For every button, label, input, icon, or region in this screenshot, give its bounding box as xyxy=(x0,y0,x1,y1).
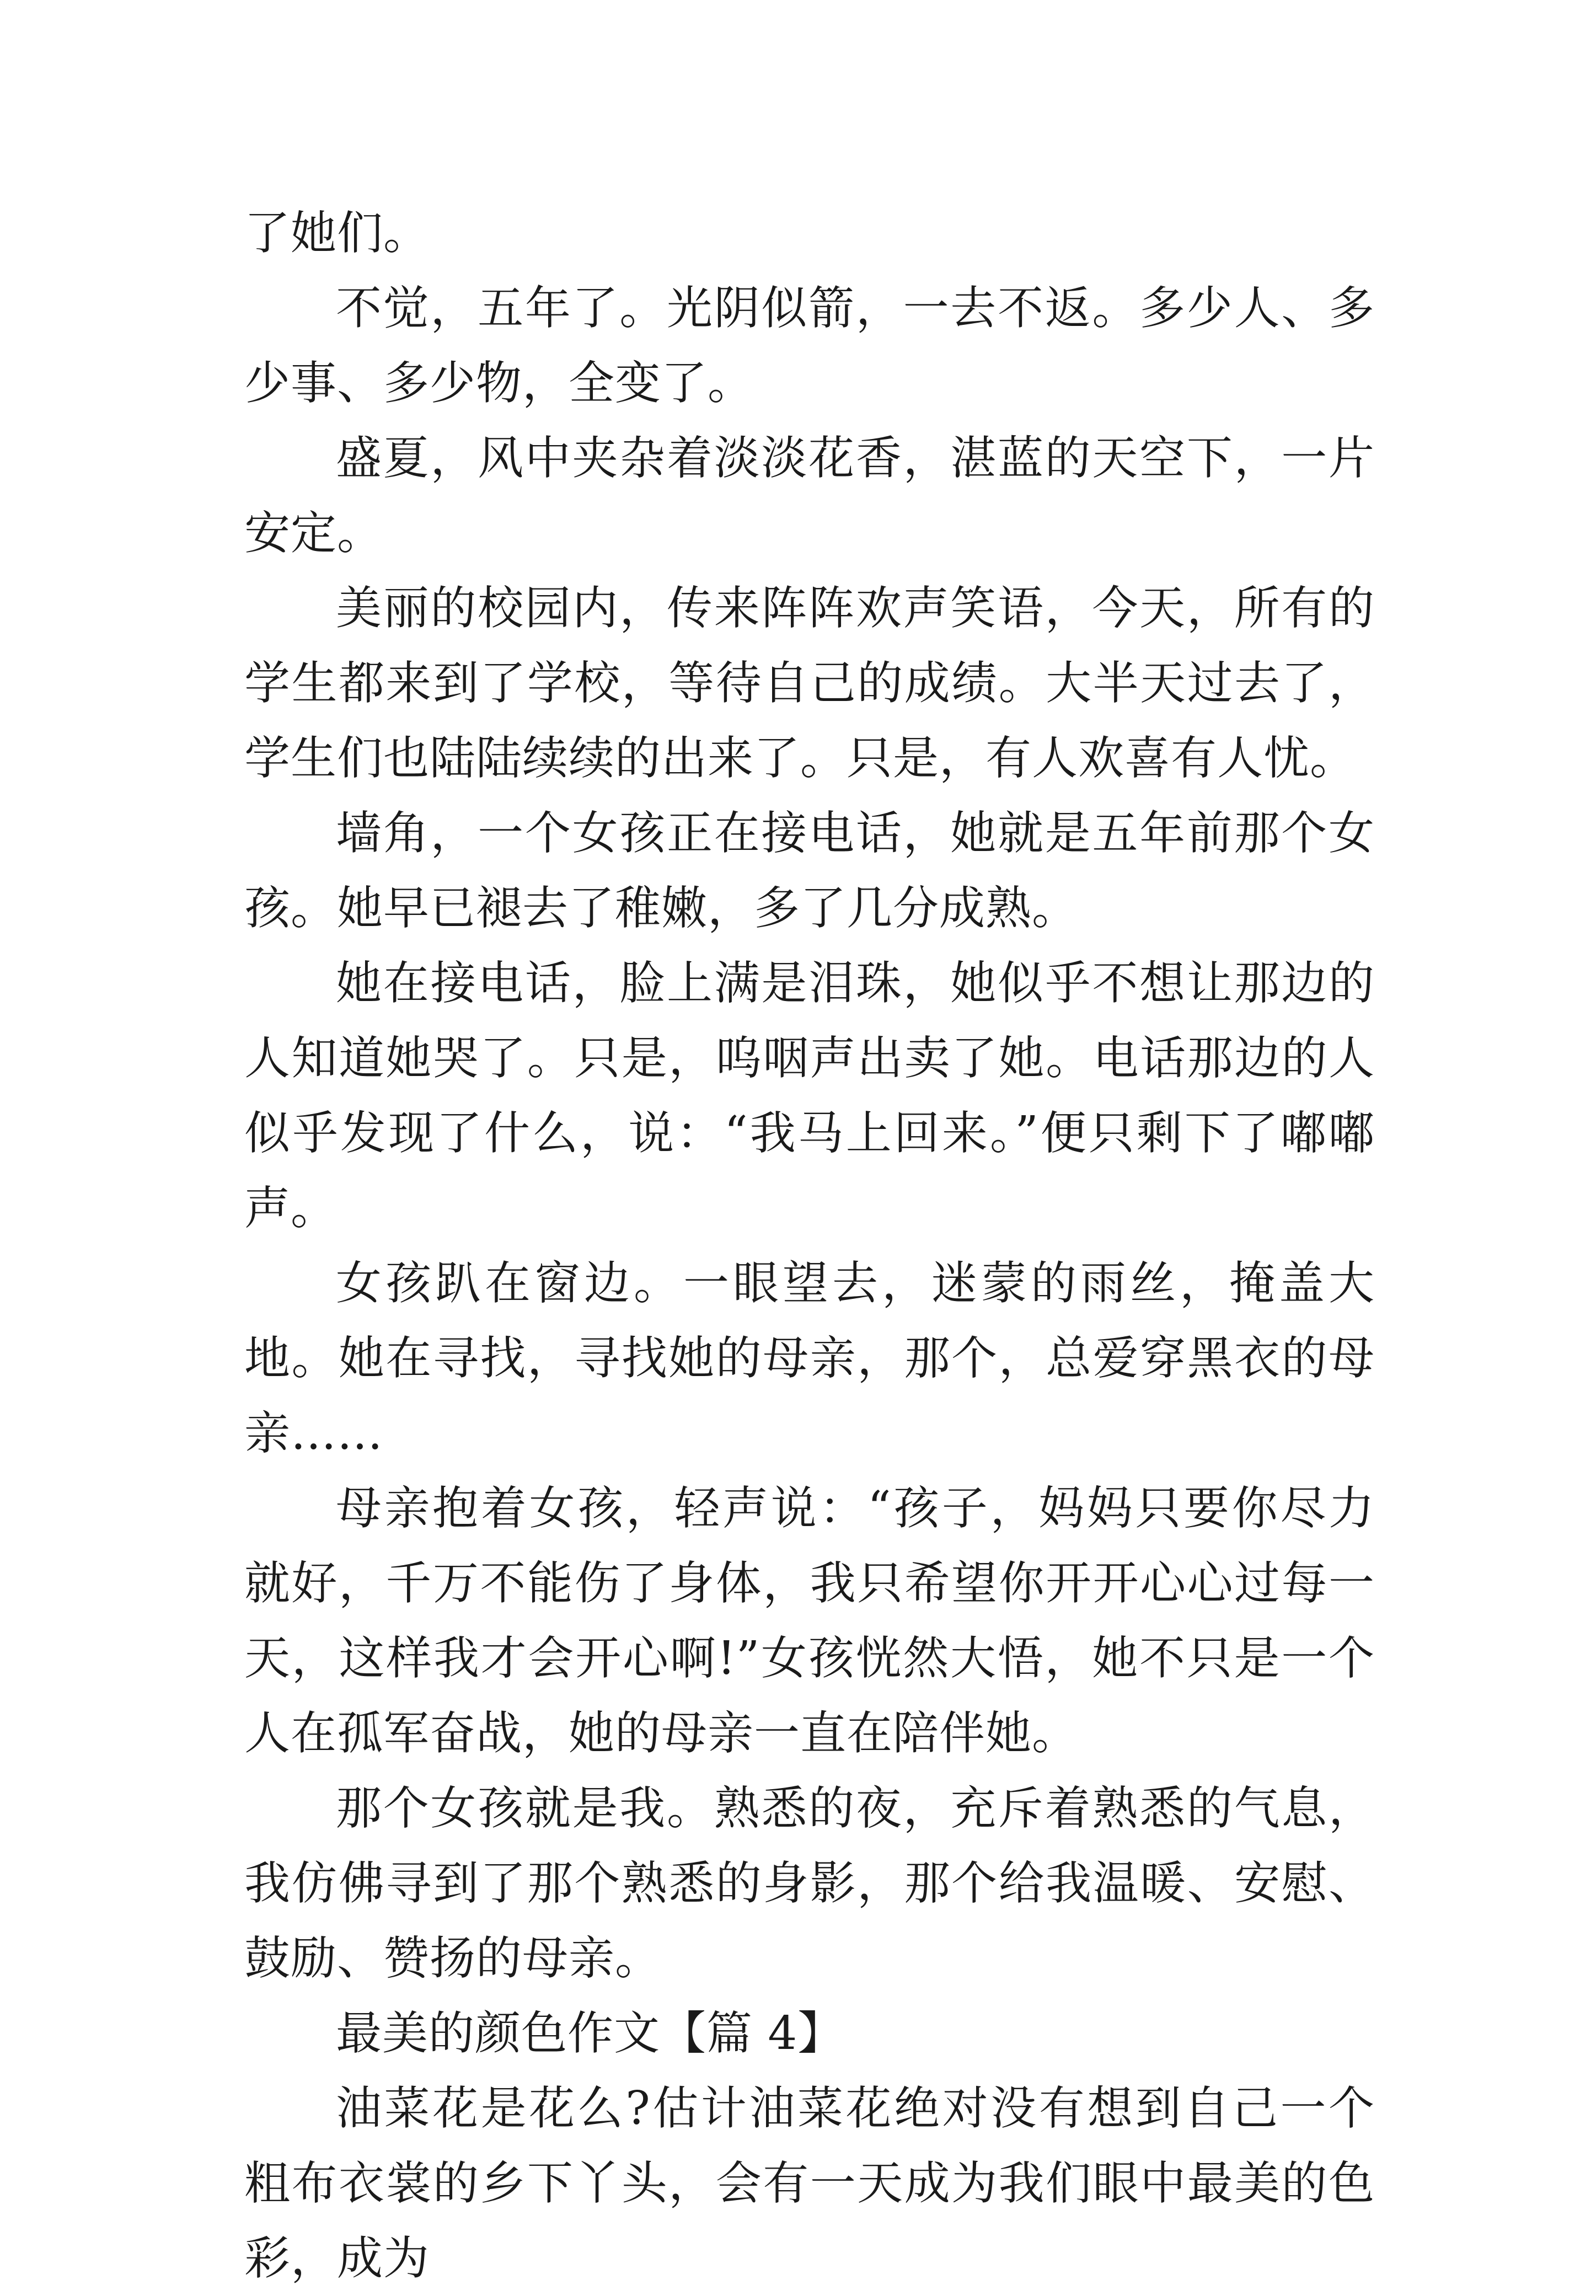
paragraph-4: 美丽的校园内，传来阵阵欢声笑语，今天，所有的学生都来到了学校，等待自己的成绩。大半天过去了，学生们也陆陆续续的出来了。只是，有人欢喜有人忧。 xyxy=(244,581,1375,785)
paragraph-6: 她在接电话，脸上满是泪珠，她似乎不想让那边的人知道她哭了。只是，呜咽声出卖了她。电话那边的人似乎发现了什么，说：“我马上回来。”便只剩下了嘟嘟声。 xyxy=(244,956,1375,1235)
paragraph-7: 女孩趴在窗边。一眼望去，迷蒙的雨丝，掩盖大地。她在寻找，寻找她的母亲，那个，总爱穿黑衣的母亲…… xyxy=(244,1256,1375,1460)
section-heading: 最美的颜色作文【篇 4】 xyxy=(336,2006,844,2060)
paragraph-2: 不觉，五年了。光阴似箭，一去不返。多少人、多少事、多少物，全变了。 xyxy=(244,281,1375,410)
paragraph-3: 盛夏，风中夹杂着淡淡花香，湛蓝的天空下，一片安定。 xyxy=(244,431,1375,560)
paragraph-8: 母亲抱着女孩，轻声说：“孩子，妈妈只要你尽力就好，千万不能伤了身体，我只希望你开开心心过每一天，这样我才会开心啊!”女孩恍然大悟，她不只是一个人在孤军奋战，她的母亲一直在陪伴她。 xyxy=(244,1481,1375,1760)
paragraph-1: 了她们。 xyxy=(244,206,430,260)
paragraph-10: 油菜花是花么?估计油菜花绝对没有想到自己一个粗布衣裳的乡下丫头，会有一天成为我们眼中最美的色彩，成为 xyxy=(244,2081,1375,2285)
paragraph-5: 墙角，一个女孩正在接电话，她就是五年前那个女孩。她早已褪去了稚嫩，多了几分成熟。 xyxy=(244,806,1375,935)
document-body xyxy=(244,196,1375,2296)
paragraph-9: 那个女孩就是我。熟悉的夜，充斥着熟悉的气息，我仿佛寻到了那个熟悉的身影，那个给我温暖、安慰、鼓励、赞扬的母亲。 xyxy=(244,1781,1375,1985)
